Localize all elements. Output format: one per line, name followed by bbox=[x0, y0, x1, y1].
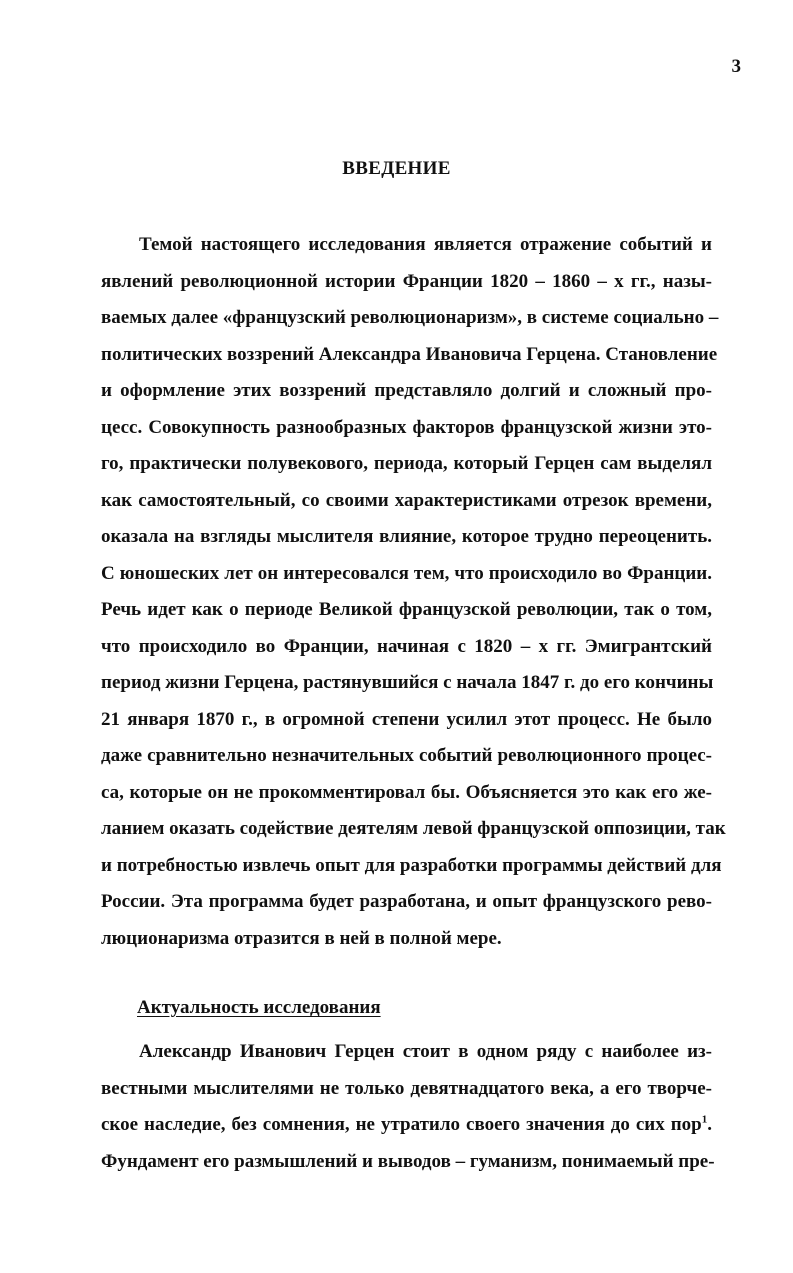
text-line: период жизни Герцена, растянувшийся с начала 1847 г. до его кончины bbox=[101, 672, 714, 693]
text-line: люционаризма отразится в ней в полной мере. bbox=[101, 927, 502, 949]
text-line: что происходило во Франции, начиная с 1820 – х гг. Эмигрантский bbox=[101, 635, 712, 657]
text-line: го, практически полувекового, периода, который Герцен сам выделял bbox=[101, 453, 712, 474]
relevance-paragraph bbox=[101, 1034, 715, 1180]
text-line-with-footnote bbox=[101, 1107, 712, 1144]
text-line: са, которые он не прокомментировал бы. Объясняется это как его же- bbox=[101, 781, 712, 803]
text-line: оказала на взгляды мыслителя влияние, которое трудно переоценить. bbox=[101, 526, 712, 547]
text-line-text: ское наследие, без сомнения, не утратило своего значения до сих пор bbox=[101, 1114, 702, 1135]
page-number: 3 bbox=[731, 56, 741, 77]
section-heading: ВВЕДЕНИЕ bbox=[342, 158, 451, 179]
text-line: явлений революционной истории Франции 1820 – 1860 – х гг., назы- bbox=[101, 270, 712, 292]
text-line: ваемых далее «французский революционаризм», в системе социально – bbox=[101, 307, 719, 328]
text-line: Речь идет как о периоде Великой французской революции, так о том, bbox=[101, 599, 712, 620]
relevance-subheading: Актуальность исследования bbox=[137, 997, 381, 1018]
text-line: даже сравнительно незначительных событий революционного процес- bbox=[101, 745, 712, 766]
text-line: России. Эта программа будет разработана, и опыт французского рево- bbox=[101, 891, 712, 912]
text-line: С юношеских лет он интересовался тем, что происходило во Франции. bbox=[101, 562, 712, 584]
text-line: политических воззрений Александра Ивановича Герцена. Становление bbox=[101, 343, 718, 365]
text-line: и потребностью извлечь опыт для разработки программы действий для bbox=[101, 854, 722, 876]
text-line: Темой настоящего исследования является отражение событий и bbox=[139, 234, 712, 255]
text-line: как самостоятельный, со своими характеристиками отрезок времени, bbox=[101, 489, 712, 511]
text-line: вестными мыслителями не только девятнадцатого века, а его творче- bbox=[101, 1077, 712, 1099]
text-line: Александр Иванович Герцен стоит в одном ряду с наиболее из- bbox=[139, 1041, 712, 1062]
text-line: ланием оказать содействие деятелям левой французской оппозиции, так bbox=[101, 818, 726, 839]
intro-paragraph bbox=[101, 227, 726, 957]
text-line-tail: . bbox=[707, 1114, 712, 1135]
text-line: и оформление этих воззрений представляло долгий и сложный про- bbox=[101, 380, 712, 401]
text-line: цесс. Совокупность разнообразных факторов французской жизни это- bbox=[101, 416, 712, 438]
text-line: 21 января 1870 г., в огромной степени усилил этот процесс. Не было bbox=[101, 708, 712, 730]
text-line: Фундамент его размышлений и выводов – гуманизм, понимаемый пре- bbox=[101, 1150, 715, 1172]
footnote-ref[interactable]: 1 bbox=[701, 1113, 708, 1126]
